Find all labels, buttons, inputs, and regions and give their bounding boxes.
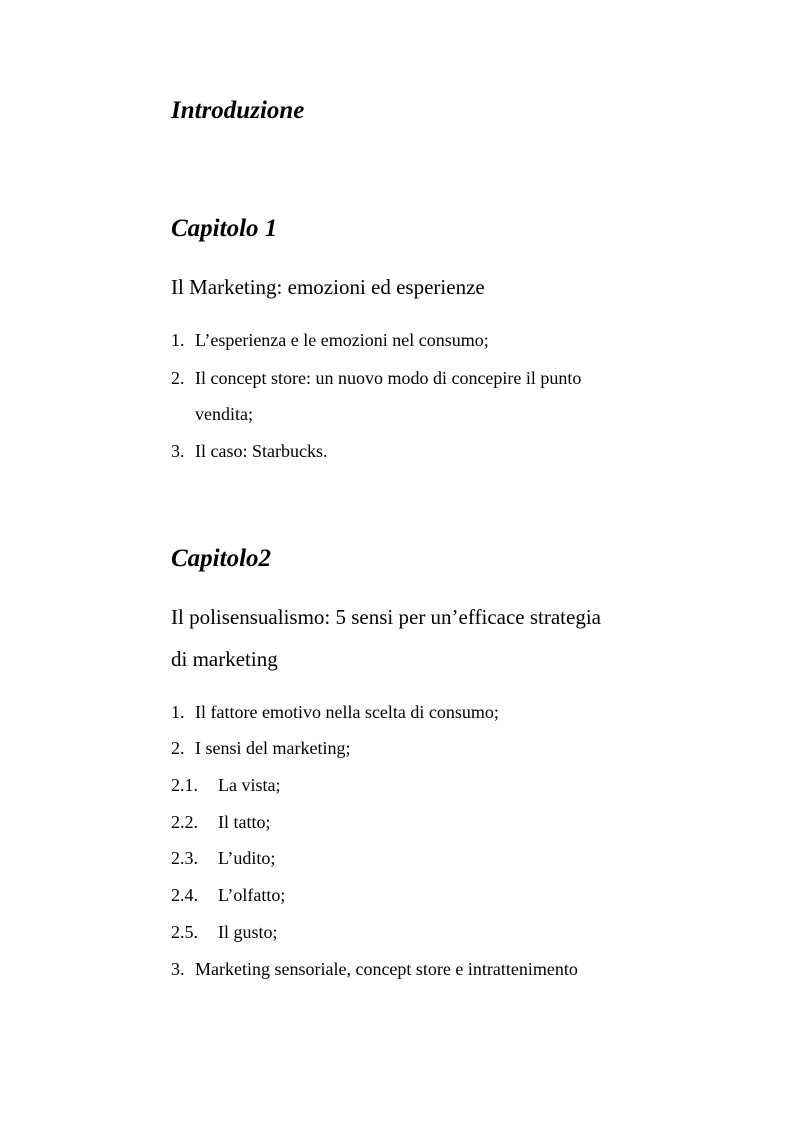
list-item-text: Marketing sensoriale, concept store e intrattenimento <box>195 959 578 979</box>
list-item-number: 2.3. <box>171 848 198 868</box>
list-item-number: 2. <box>171 368 185 388</box>
list-item-number: 2.1. <box>171 775 198 795</box>
chapter2-subtitle <box>171 596 671 680</box>
list-item-text: I sensi del marketing; <box>195 738 351 758</box>
list-item-number: 2.4. <box>171 885 198 905</box>
list-item-text: L’esperienza e le emozioni nel consumo; <box>195 330 489 350</box>
list-item-number: 2. <box>171 738 185 758</box>
list-item-text: Il concept store: un nuovo modo di concepire il punto <box>195 368 582 388</box>
list-item-text: La vista; <box>218 775 281 795</box>
introduction-heading: Introduzione <box>171 97 305 124</box>
chapter1-heading: Capitolo 1 <box>171 215 278 242</box>
list-item-text-continuation: vendita; <box>195 404 253 424</box>
list-item-number: 1. <box>171 330 185 350</box>
list-item-number: 2.5. <box>171 922 198 942</box>
list-item-number: 3. <box>171 441 185 461</box>
list-item-number: 1. <box>171 702 185 722</box>
chapter2-subtitle-line2: di marketing <box>171 647 278 671</box>
list-item-text: Il fattore emotivo nella scelta di consumo; <box>195 702 499 722</box>
list-item-text: Il tatto; <box>218 812 271 832</box>
list-item-number: 3. <box>171 959 185 979</box>
chapter2-heading: Capitolo2 <box>171 545 272 572</box>
chapter2-subtitle-line1: Il polisensualismo: 5 sensi per un’efficace strategia <box>171 605 601 629</box>
chapter1-subtitle: Il Marketing: emozioni ed esperienze <box>171 275 485 299</box>
list-item-text: Il caso: Starbucks. <box>195 441 328 461</box>
list-item-text: L’udito; <box>218 848 276 868</box>
list-item-text: L’olfatto; <box>218 885 286 905</box>
list-item-number: 2.2. <box>171 812 198 832</box>
list-item-text: Il gusto; <box>218 922 278 942</box>
